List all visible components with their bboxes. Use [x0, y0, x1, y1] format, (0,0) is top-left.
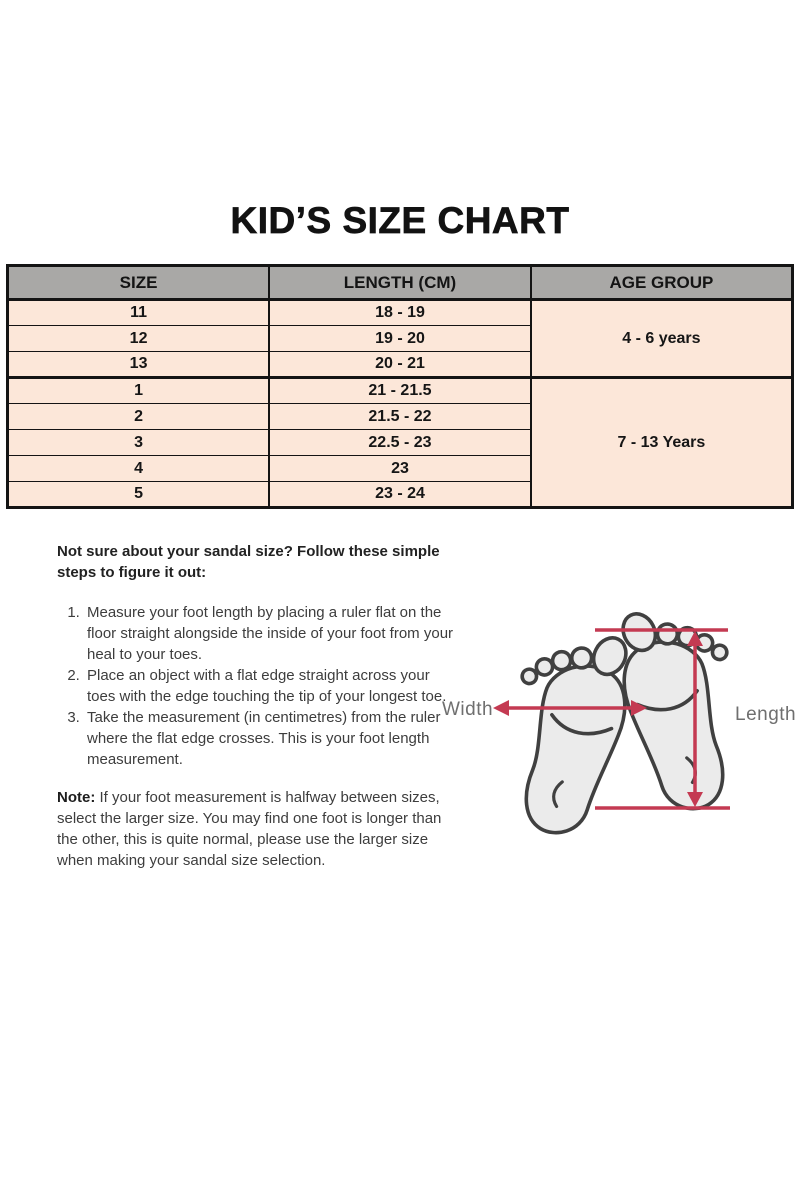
- note-paragraph: [57, 787, 461, 871]
- length-cell: 19 - 20: [269, 326, 531, 352]
- table-row: [8, 300, 793, 326]
- col-header-size: SIZE: [8, 266, 270, 300]
- size-cell: 3: [8, 430, 270, 456]
- size-cell: 2: [8, 404, 270, 430]
- length-cell: 21 - 21.5: [269, 378, 531, 404]
- length-cell: 18 - 19: [269, 300, 531, 326]
- header-row: [8, 266, 793, 300]
- step-item: 3. Take the measurement (in centimetres) from the ruler where the flat edge crosses. This is your foot length measurement.: [84, 707, 461, 770]
- note-text: If your foot measurement is halfway between sizes, select the larger size. You may find one foot is longer than the other, this is quite normal, please use the larger size when making your sandal size selection.: [57, 789, 442, 869]
- age-group-cell: 4 - 6 years: [531, 300, 793, 378]
- width-label: Width: [442, 699, 494, 720]
- table-row: [8, 378, 793, 404]
- instructions-section: [57, 541, 461, 871]
- length-cell: 21.5 - 22: [269, 404, 531, 430]
- size-cell: 1: [8, 378, 270, 404]
- step-item: 1. Measure your foot length by placing a ruler flat on the floor straight alongside the inside of your foot from your heal to your toes.: [84, 602, 461, 665]
- page-title: KID’S SIZE CHART: [230, 200, 570, 241]
- foot-measurement-diagram: [437, 601, 800, 841]
- size-cell: 12: [8, 326, 270, 352]
- size-cell: 4: [8, 456, 270, 482]
- size-table-body: [8, 300, 793, 508]
- length-cell: 23: [269, 456, 531, 482]
- length-cell: 20 - 21: [269, 352, 531, 378]
- length-label: Length: [735, 704, 797, 725]
- size-cell: 5: [8, 482, 270, 508]
- age-group-cell: 7 - 13 Years: [531, 378, 793, 508]
- size-cell: 13: [8, 352, 270, 378]
- col-header-age-group: AGE GROUP: [531, 266, 793, 300]
- step-item: 2. Place an object with a flat edge straight across your toes with the edge touching the tip of your longest toe.: [84, 665, 461, 707]
- intro-text: Not sure about your sandal size? Follow these simple steps to figure it out:: [57, 543, 440, 581]
- size-table-header: [8, 266, 793, 300]
- feet-illustration: [437, 601, 800, 841]
- length-cell: 22.5 - 23: [269, 430, 531, 456]
- length-cell: 23 - 24: [269, 482, 531, 508]
- steps-list: [57, 602, 461, 770]
- size-cell: 11: [8, 300, 270, 326]
- note-label: Note:: [57, 789, 96, 806]
- col-header-length: LENGTH (CM): [269, 266, 531, 300]
- size-table: [6, 264, 794, 509]
